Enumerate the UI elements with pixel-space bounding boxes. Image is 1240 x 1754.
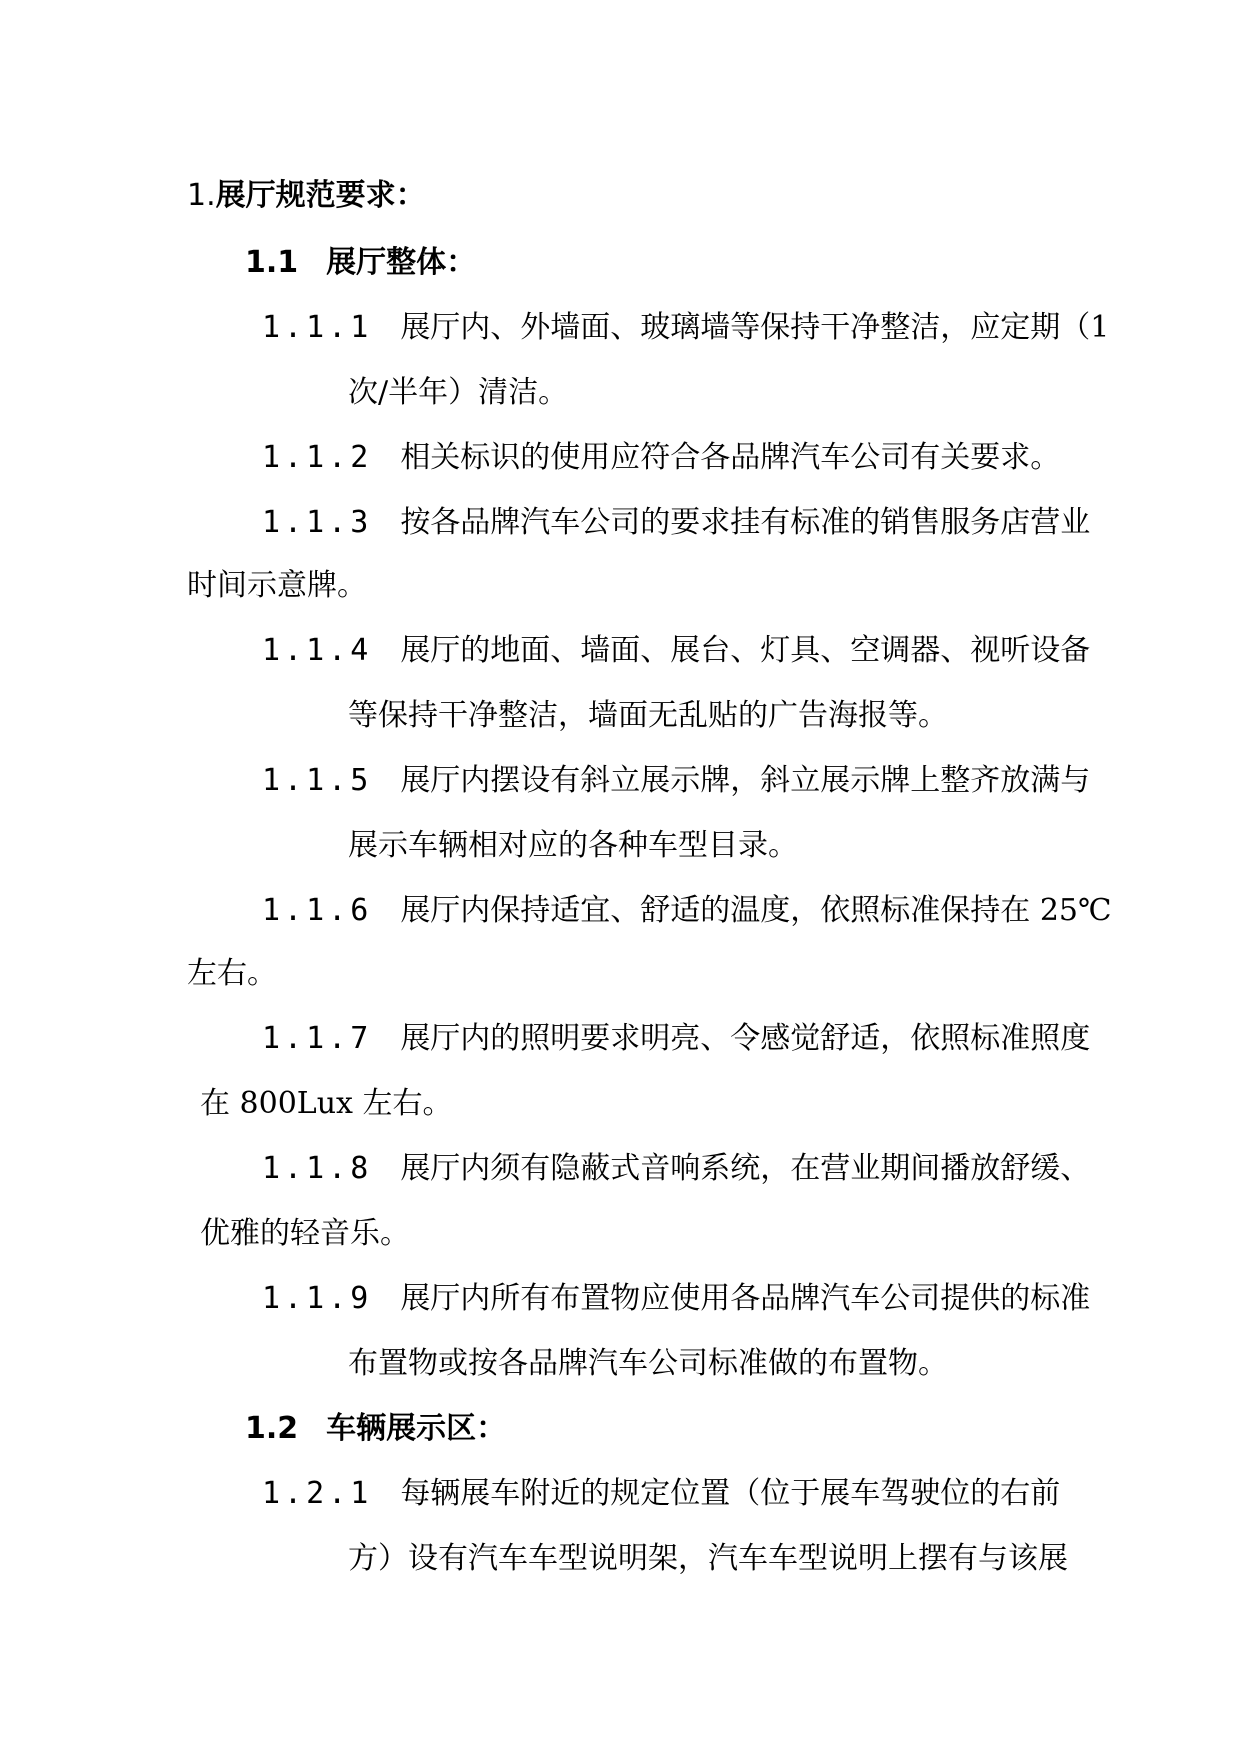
item-text: 展厅的地面、墙面、展台、灯具、空调器、视听设备 [400,633,1091,668]
section-title: 展厅整体： [326,245,477,280]
section-heading-1-2 [245,1411,506,1447]
item-number: 1.1.4 [262,633,373,668]
item-continuation: 次/半年）清洁。 [348,375,569,410]
list-item [262,1021,1090,1057]
item-continuation: 在 800Lux 左右。 [200,1086,453,1121]
section-number: 1.2 [245,1411,299,1446]
item-text: 每辆展车附近的规定位置（位于展车驾驶位的右前 [400,1476,1061,1511]
item-text: 相关标识的使用应符合各品牌汽车公司有关要求。 [400,440,1061,475]
list-item [262,893,1112,929]
list-item [262,1281,1090,1317]
item-number: 1.1.6 [262,893,373,928]
item-number: 1.1.5 [262,763,373,798]
item-number: 1.1.7 [262,1021,373,1056]
item-continuation: 布置物或按各品牌汽车公司标准做的布置物。 [348,1346,948,1381]
section-heading-1-1 [245,245,476,281]
list-item [262,505,1090,541]
item-continuation: 展示车辆相对应的各种车型目录。 [348,828,798,863]
section-number: 1.1 [245,245,299,280]
item-text: 展厅内所有布置物应使用各品牌汽车公司提供的标准 [400,1281,1091,1316]
item-continuation: 优雅的轻音乐。 [200,1216,410,1251]
item-continuation: 时间示意牌。 [187,568,367,603]
item-text: 展厅内、外墙面、玻璃墙等保持干净整洁，应定期（1 [400,310,1110,345]
item-text: 展厅内须有隐蔽式音响系统，在营业期间播放舒缓、 [400,1151,1091,1186]
item-number: 1.1.9 [262,1281,373,1316]
list-item [262,440,1060,476]
item-continuation: 方）设有汽车车型说明架，汽车车型说明上摆有与该展 [348,1541,1068,1576]
item-number: 1.2.1 [262,1476,373,1511]
list-item [262,1476,1060,1512]
item-text: 展厅内保持适宜、舒适的温度，依照标准保持在 25℃ [400,893,1112,928]
item-continuation: 等保持干净整洁，墙面无乱贴的广告海报等。 [348,698,948,733]
list-item [262,763,1090,799]
list-item [262,1151,1090,1187]
heading-1-number: 1. [187,178,216,213]
item-text: 按各品牌汽车公司的要求挂有标准的销售服务店营业 [400,505,1091,540]
heading-1-text: 展厅规范要求： [215,178,426,213]
item-number: 1.1.1 [262,310,373,345]
item-text: 展厅内的照明要求明亮、令感觉舒适，依照标准照度 [400,1021,1091,1056]
item-continuation: 左右。 [187,956,277,991]
item-text: 展厅内摆设有斜立展示牌，斜立展示牌上整齐放满与 [400,763,1091,798]
item-number: 1.1.3 [262,505,373,540]
list-item [262,633,1090,669]
item-number: 1.1.8 [262,1151,373,1186]
item-number: 1.1.2 [262,440,373,475]
list-item [262,310,1109,346]
section-title: 车辆展示区： [326,1411,507,1446]
heading-1 [187,178,426,214]
